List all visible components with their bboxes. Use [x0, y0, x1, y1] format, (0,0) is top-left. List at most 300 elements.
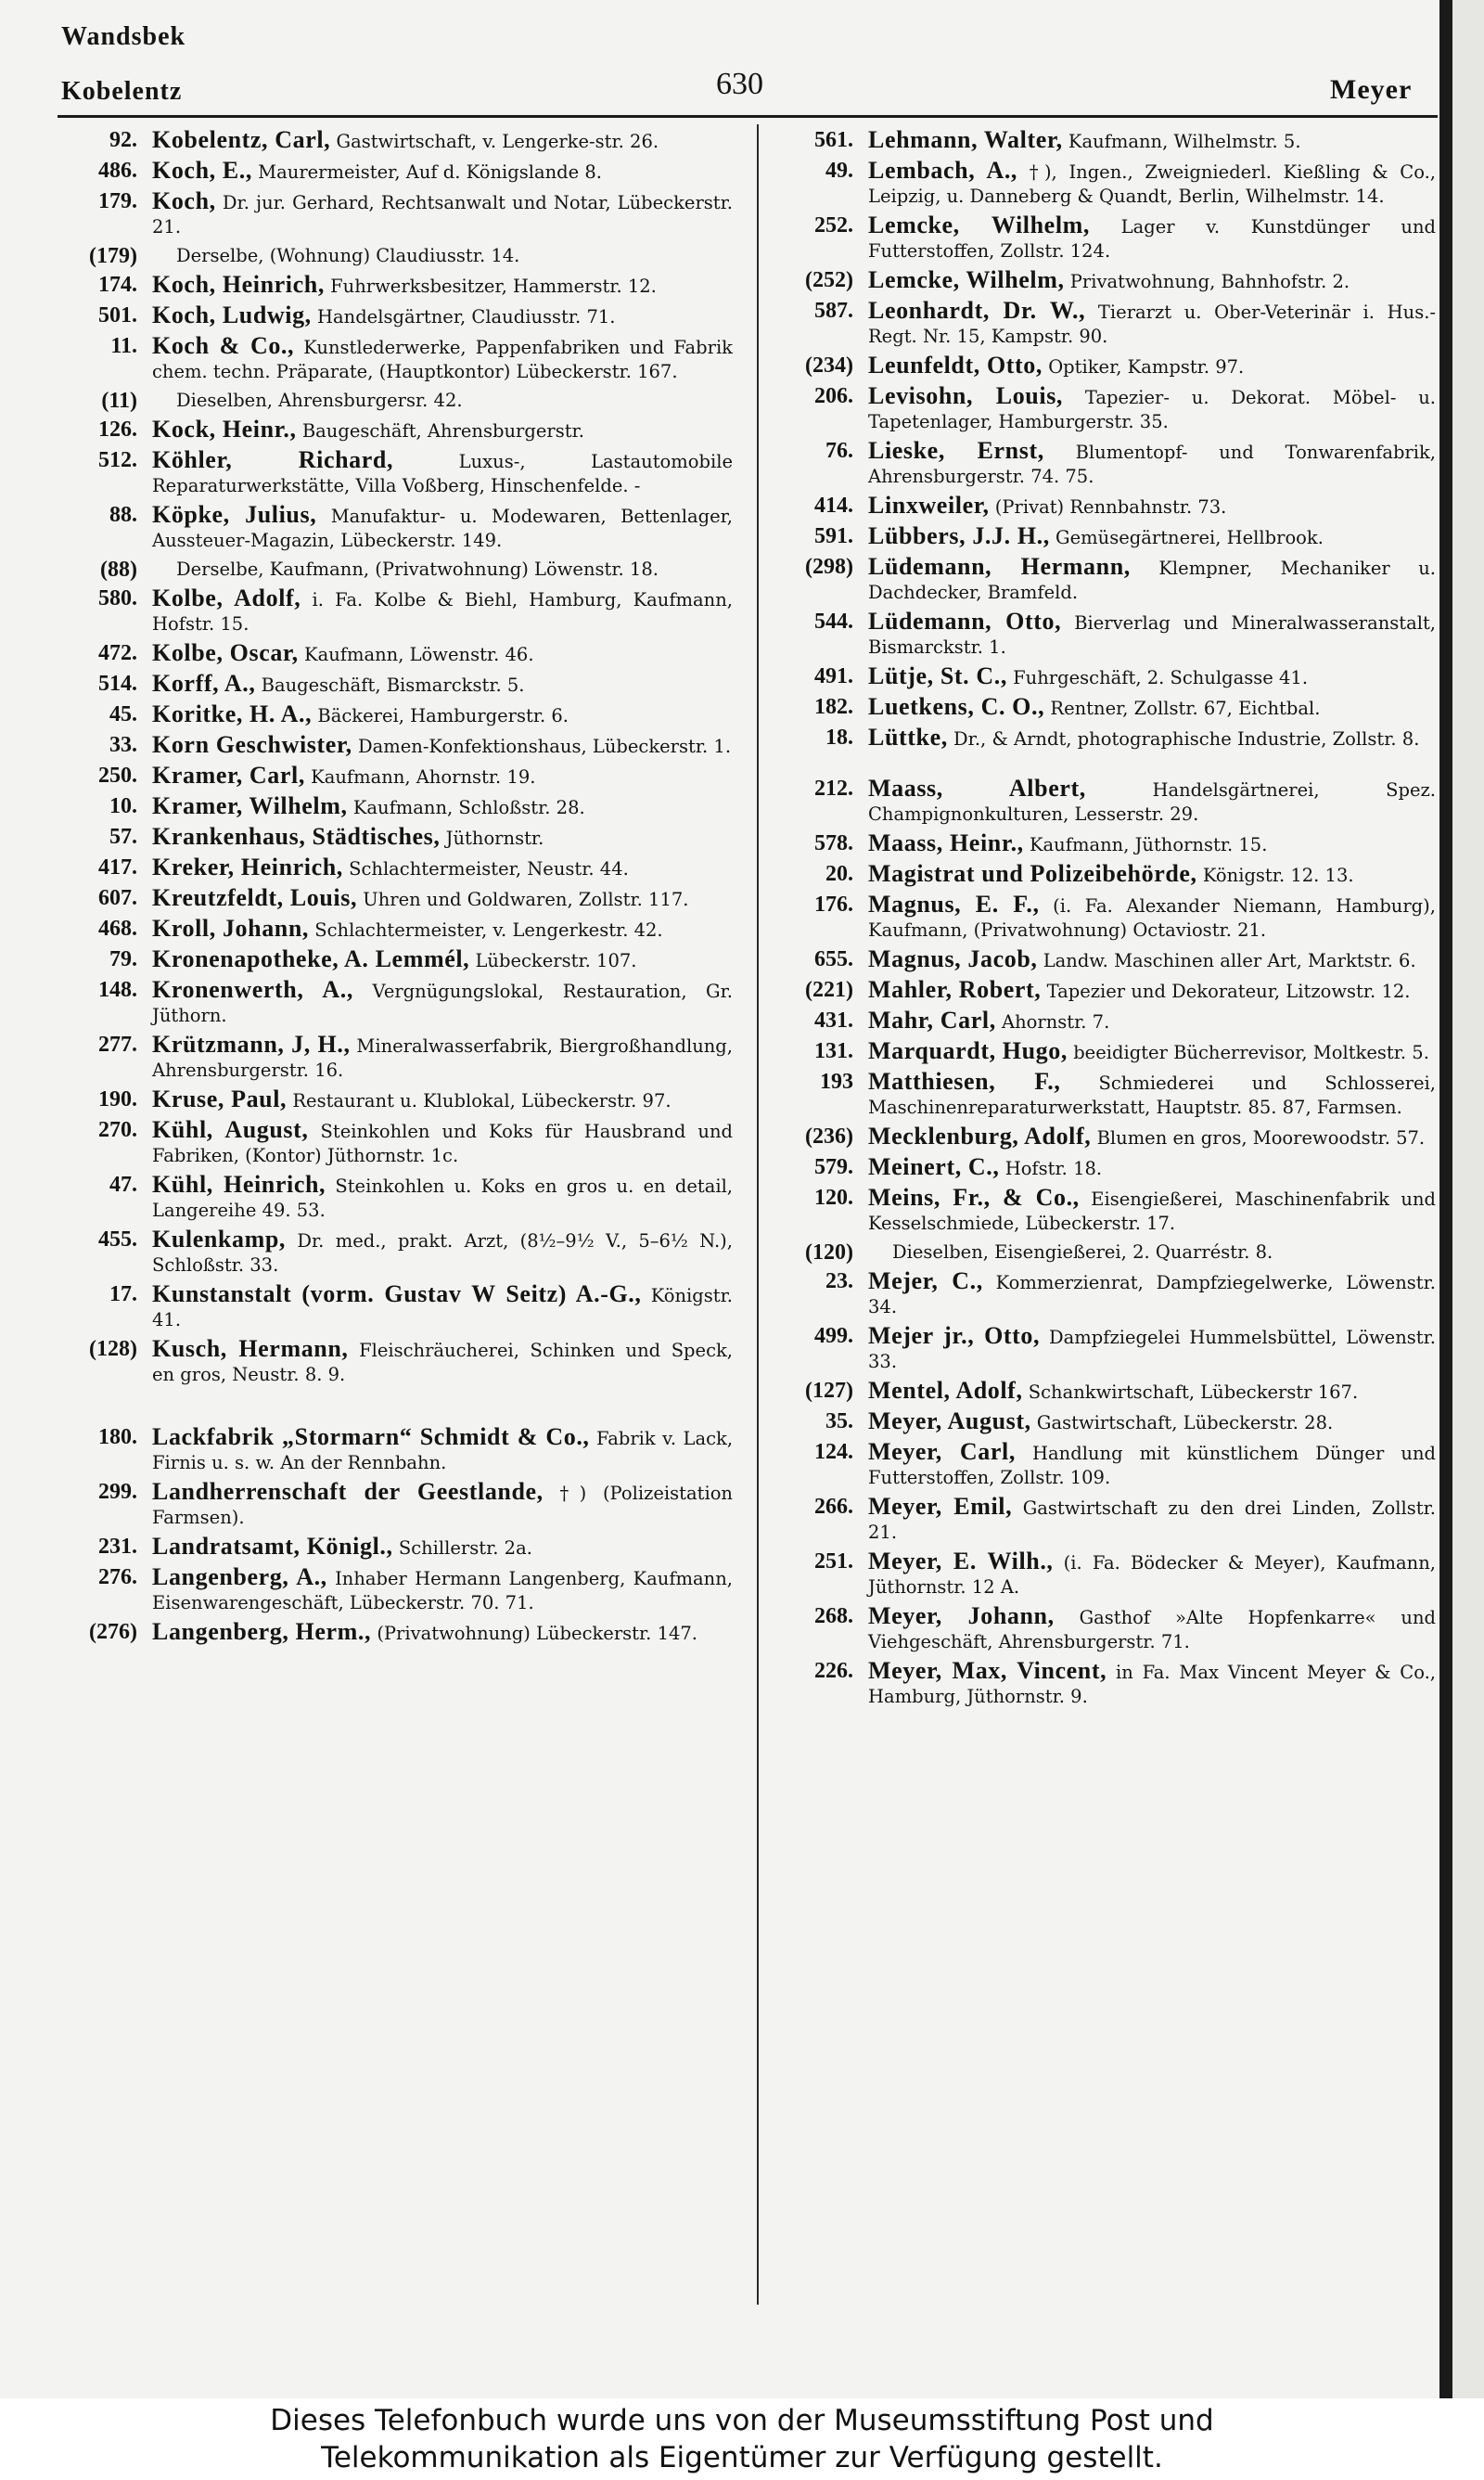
entry-text: (i. Fa. Bödecker & Meyer), Kaufmann, Jüthornstr. 12 A. — [868, 1552, 1436, 1598]
entry-name: Meyer, August, — [868, 1407, 1031, 1434]
directory-entry — [766, 1070, 1436, 1120]
entry-name: Maass, Heinr., — [868, 829, 1024, 856]
entry-text: Blumen en gros, Moorewoodstr. 57. — [1096, 1127, 1426, 1149]
directory-entry — [56, 389, 733, 413]
entry-text: Jüthornstr. — [445, 828, 544, 849]
entry-body — [152, 825, 733, 851]
directory-entry — [56, 1620, 733, 1646]
entry-number: 131. — [814, 1039, 853, 1063]
entry-number: 591. — [814, 524, 853, 548]
footer-line-1: Dieses Telefonbuch wurde uns von der Museumsstiftung Post und — [270, 2404, 1214, 2437]
directory-entry — [56, 825, 733, 851]
entry-body — [152, 1337, 733, 1387]
directory-entry — [56, 978, 733, 1028]
directory-entry — [56, 1173, 733, 1223]
entry-number: 18. — [825, 726, 853, 750]
entry-name: Korff, A., — [152, 670, 256, 697]
entry-body — [868, 439, 1436, 489]
entry-name: Mahr, Carl, — [868, 1007, 996, 1034]
entry-text: Inhaber Hermann Langenberg, Kaufmann, Eisenwarengeschäft, Lübeckerstr. 70. 71. — [152, 1568, 733, 1613]
entry-text: Handelsgärtner, Claudiusstr. 71. — [317, 306, 616, 328]
entry-body — [152, 978, 733, 1028]
directory-entry — [56, 244, 733, 268]
entry-text: Restaurant u. Klublokal, Lübeckerstr. 97. — [292, 1090, 672, 1112]
entry-text: Steinkohlen und Koks für Hausbrand und Fabriken, (Kontor) Jüthornstr. 1c. — [152, 1121, 733, 1166]
footer-line-2: Telekommunikation als Eigentümer zur Verfügung gestellt. — [321, 2441, 1163, 2474]
entry-name: Linxweiler, — [868, 492, 990, 519]
entry-text: Landw. Maschinen aller Art, Marktstr. 6. — [1043, 950, 1416, 971]
entry-number: (88) — [100, 558, 137, 582]
directory-entry — [766, 1324, 1436, 1374]
entry-name: Magnus, E. F., — [868, 891, 1040, 918]
entry-name: Krützmann, J, H., — [152, 1031, 351, 1058]
page-binding-edge — [1439, 0, 1452, 2398]
entry-text: Steinkohlen u. Koks en gros u. en detail, Langereihe 49. 53. — [152, 1176, 733, 1221]
entry-number: (128) — [89, 1337, 137, 1361]
entry-number: 514. — [98, 672, 137, 696]
entry-body — [152, 1535, 733, 1561]
entry-name: Meyer, Emil, — [868, 1493, 1013, 1520]
entry-number: 47. — [109, 1173, 137, 1197]
entry-text: Handlung mit künstlichem Dünger und Futterstoffen, Zollstr. 109. — [868, 1443, 1437, 1488]
directory-entry — [56, 558, 733, 582]
entry-name: Kramer, Carl, — [152, 762, 305, 789]
entry-name: Koritke, H. A., — [152, 700, 313, 727]
entry-name: Meyer, Max, Vincent, — [868, 1657, 1107, 1684]
entry-body — [868, 524, 1436, 550]
entry-text: Vergnügungslokal, Restauration, Gr. Jüthorn. — [152, 981, 733, 1026]
entry-name: Koch, — [152, 187, 216, 214]
directory-entry — [56, 503, 733, 553]
entry-number: 23. — [825, 1269, 853, 1293]
entry-number: (234) — [805, 353, 853, 378]
entry-name: Magnus, Jacob, — [868, 945, 1038, 972]
directory-entry — [766, 159, 1436, 209]
entry-text: Eisengießerei, Maschinenfabrik und Kesselschmiede, Lübeckerstr. 17. — [868, 1189, 1437, 1234]
entry-text: Königstr. 41. — [152, 1285, 733, 1330]
directory-entry — [766, 524, 1436, 550]
entry-name: Lüttke, — [868, 724, 948, 751]
entry-body — [868, 893, 1436, 943]
entry-number: 277. — [98, 1033, 137, 1057]
entry-text: Fuhrwerksbesitzer, Hammerstr. 12. — [330, 276, 657, 297]
entry-text: Rentner, Zollstr. 67, Eichtbal. — [1050, 698, 1321, 719]
entry-body — [868, 1186, 1436, 1236]
directory-entry — [766, 1124, 1436, 1150]
entry-name: Kreker, Heinrich, — [152, 854, 343, 880]
directory-entry — [766, 268, 1436, 294]
directory-entry — [56, 1118, 733, 1168]
directory-entry — [766, 893, 1436, 943]
entry-number: 276. — [98, 1565, 137, 1589]
directory-entry — [56, 1565, 733, 1615]
entry-body — [152, 1565, 733, 1615]
entry-number: 561. — [814, 128, 853, 152]
entry-text: Bäckerei, Hamburgerstr. 6. — [317, 705, 569, 726]
entry-body — [868, 695, 1436, 721]
entry-text: Tapezier- u. Dekorat. Möbel- u. Tapetenlager, Hamburgerstr. 35. — [868, 387, 1437, 432]
entry-name: Kronenwerth, A., — [152, 976, 353, 1003]
entry-text: Schankwirtschaft, Lübeckerstr 167. — [1028, 1381, 1359, 1403]
entry-name: Mentel, Adolf, — [868, 1377, 1023, 1404]
entry-name: Kock, Heinr., — [152, 416, 297, 443]
entry-name: Meyer, Johann, — [868, 1602, 1055, 1629]
entry-name: Kobelentz, Carl, — [152, 126, 331, 153]
entry-number: 88. — [109, 503, 137, 527]
entry-body — [868, 1039, 1436, 1065]
directory-entry — [56, 641, 733, 667]
entry-text: Tierarzt u. Ober-Veterinär i. Hus.-Regt. Nr. 15, Kampstr. 90. — [868, 302, 1436, 347]
entry-body — [152, 189, 733, 239]
entry-text: Maurermeister, Auf d. Königslande 8. — [258, 161, 602, 183]
entry-name: Koch, Ludwig, — [152, 302, 312, 328]
directory-entry — [766, 664, 1436, 690]
entry-text: Mineralwasserfabrik, Biergroßhandlung, Ahrensburgerstr. 16. — [152, 1035, 733, 1081]
directory-entry — [766, 695, 1436, 721]
entry-number: 417. — [98, 855, 137, 880]
directory-entry — [766, 1186, 1436, 1236]
entry-body — [868, 610, 1436, 660]
directory-entry — [56, 586, 733, 636]
entry-text: Blumentopf- und Tonwarenfabrik, Ahrensburgerstr. 74. 75. — [868, 442, 1437, 487]
entry-name: Lemcke, Wilhelm, — [868, 212, 1091, 238]
entry-name: Köpke, Julius, — [152, 501, 317, 528]
entry-body — [868, 726, 1436, 752]
page-number: 630 — [716, 67, 763, 101]
entry-name: Maass, Albert, — [868, 775, 1086, 802]
entry-text: Gemüsegärtnerei, Hellbrook. — [1055, 527, 1324, 548]
entry-name: Kramer, Wilhelm, — [152, 792, 348, 819]
entry-text: Dr. med., prakt. Arzt, (8½–9½ V., 5–6½ N.), Schloßstr. 33. — [152, 1230, 733, 1276]
entry-text: i. Fa. Kolbe & Biehl, Hamburg, Kaufmann, Hofstr. 15. — [152, 589, 733, 635]
entry-name: Meyer, Carl, — [868, 1438, 1016, 1465]
entry-body — [868, 664, 1436, 690]
entry-text: Kaufmann, Löwenstr. 46. — [304, 644, 534, 665]
directory-entry — [766, 1155, 1436, 1181]
entry-text: Privatwohnung, Bahnhofstr. 2. — [1069, 271, 1350, 292]
directory-entry — [56, 733, 733, 759]
entry-text: Hofstr. 18. — [1004, 1158, 1103, 1179]
entry-number: 499. — [814, 1324, 853, 1348]
entry-number: 120. — [814, 1186, 853, 1210]
entry-text: Dieselben, Eisengießerei, 2. Quarréstr. 8. — [892, 1241, 1273, 1263]
directory-entry — [56, 189, 733, 239]
directory-entry — [766, 299, 1436, 349]
directory-entry — [766, 1604, 1436, 1654]
directory-entry — [56, 1337, 733, 1387]
header-left-catchword: Kobelentz — [61, 77, 183, 106]
entry-text: beeidigter Bücherrevisor, Moltkestr. 5. — [1073, 1042, 1429, 1063]
header-right-catchword: Meyer — [1330, 74, 1413, 105]
entry-text: (Privat) Rennbahnstr. 73. — [994, 496, 1227, 518]
entry-text: †) (Polizeistation Farmsen). — [152, 1483, 733, 1528]
entry-body — [152, 947, 733, 973]
entry-name: Kusch, Hermann, — [152, 1335, 349, 1362]
entry-body — [152, 1087, 733, 1113]
entry-text: Dr., & Arndt, photographische Industrie, Zollstr. 8. — [953, 728, 1420, 750]
header-rule — [58, 115, 1438, 118]
entry-text: Kaufmann, Jüthornstr. 15. — [1029, 834, 1268, 855]
directory-entry — [766, 777, 1436, 827]
entry-body — [152, 418, 733, 443]
entry-number: 580. — [98, 586, 137, 610]
entry-body — [152, 1173, 733, 1223]
entry-name: Mahler, Robert, — [868, 976, 1042, 1003]
entry-name: Kühl, August, — [152, 1116, 309, 1143]
entry-name: Koch & Co., — [152, 332, 295, 359]
entry-number: 455. — [98, 1227, 137, 1252]
entry-body — [152, 764, 733, 790]
entry-name: Langenberg, A., — [152, 1563, 327, 1590]
directory-entry — [56, 1033, 733, 1083]
entry-name: Mejer jr., Otto, — [868, 1322, 1041, 1349]
entry-text: Schlachtermeister, v. Lengerkestr. 42. — [314, 919, 663, 941]
entry-name: Leonhardt, Dr. W., — [868, 297, 1086, 324]
entry-body — [152, 334, 733, 384]
entry-text: Derselbe, Kaufmann, (Privatwohnung) Löwenstr. 18. — [176, 559, 659, 580]
entry-body — [152, 448, 733, 498]
entry-number: 268. — [814, 1604, 853, 1628]
entry-body — [152, 159, 733, 185]
entry-number: 206. — [814, 384, 853, 408]
entry-name: Lübbers, J.J. H., — [868, 522, 1050, 549]
entry-body — [868, 213, 1436, 263]
entry-number: 20. — [825, 862, 853, 886]
entry-number: (120) — [805, 1240, 853, 1265]
entry-body — [152, 244, 733, 268]
entry-number: 252. — [814, 213, 853, 238]
directory-entry — [766, 1409, 1436, 1435]
entry-text: Gastwirtschaft zu den drei Linden, Zollstr. 21. — [868, 1497, 1436, 1543]
entry-number: (276) — [89, 1620, 137, 1644]
entry-name: Langenberg, Herm., — [152, 1618, 372, 1645]
directory-entry — [56, 448, 733, 498]
entry-text: Kommerzienrat, Dampfziegelwerke, Löwenstr. 34. — [868, 1272, 1436, 1317]
entry-body — [868, 1269, 1436, 1319]
directory-entry — [56, 947, 733, 973]
directory-entry — [766, 494, 1436, 520]
entry-text: Kaufmann, Schloßstr. 28. — [352, 797, 585, 818]
entry-text: Baugeschäft, Ahrensburgerstr. — [301, 420, 584, 442]
entry-number: (236) — [805, 1124, 853, 1149]
entry-body — [152, 1480, 733, 1530]
entry-body — [868, 831, 1436, 857]
entry-body — [152, 1118, 733, 1168]
directory-entry — [766, 1495, 1436, 1545]
entry-name: Kunstanstalt (vorm. Gustav W Seitz) A.-G., — [152, 1280, 642, 1307]
entry-name: Korn Geschwister, — [152, 731, 352, 758]
entry-body — [152, 733, 733, 759]
directory-entry — [766, 1379, 1436, 1405]
directory-entry — [56, 672, 733, 698]
entry-name: Landherrenschaft der Geestlande, — [152, 1478, 544, 1505]
entry-number: 250. — [98, 764, 137, 788]
entry-name: Kreutzfeldt, Louis, — [152, 884, 358, 911]
entry-name: Lemcke, Wilhelm, — [868, 266, 1065, 293]
entry-number: 49. — [825, 159, 853, 183]
entry-text: Kaufmann, Wilhelmstr. 5. — [1068, 131, 1301, 152]
entry-number: 579. — [814, 1155, 853, 1179]
entry-body — [152, 917, 733, 943]
entry-body — [868, 1409, 1436, 1435]
directory-entry — [56, 917, 733, 943]
entry-name: Koch, E., — [152, 157, 252, 184]
entry-number: 182. — [814, 695, 853, 719]
entry-number: 179. — [98, 189, 137, 213]
left-column — [56, 128, 733, 1646]
entry-text: Kaufmann, Ahornstr. 19. — [311, 766, 536, 788]
entry-name: Mecklenburg, Adolf, — [868, 1123, 1092, 1150]
entry-number: 124. — [814, 1440, 853, 1464]
entry-text: (i. Fa. Alexander Niemann, Hamburg), Kaufmann, (Privatwohnung) Octaviostr. 21. — [868, 895, 1436, 941]
entry-name: Lackfabrik „Stormarn“ Schmidt & Co., — [152, 1423, 590, 1450]
entry-number: 472. — [98, 641, 137, 665]
entry-text: Dampfziegelei Hummelsbüttel, Löwenstr. 33. — [868, 1327, 1436, 1372]
entry-body — [868, 384, 1436, 434]
entry-name: Magistrat und Polizeibehörde, — [868, 860, 1197, 887]
footer-note — [0, 2398, 1484, 2480]
entry-number: 468. — [98, 917, 137, 941]
entry-name: Leunfeldt, Otto, — [868, 352, 1043, 379]
column-divider — [757, 124, 759, 2305]
directory-entry — [56, 273, 733, 299]
directory-entry — [766, 862, 1436, 888]
entry-name: Lembach, A., — [868, 157, 1018, 184]
entry-body — [152, 1033, 733, 1083]
entry-body — [152, 794, 733, 820]
directory-entry — [56, 794, 733, 820]
entry-number: 414. — [814, 494, 853, 518]
entry-body — [152, 886, 733, 912]
entry-name: Lüdemann, Hermann, — [868, 553, 1131, 580]
entry-number: 57. — [109, 825, 137, 849]
entry-name: Meyer, E. Wilh., — [868, 1548, 1054, 1574]
directory-entry — [766, 353, 1436, 379]
entry-number: 212. — [814, 777, 853, 801]
entry-number: 10. — [109, 794, 137, 818]
entry-body — [868, 1379, 1436, 1405]
directory-entry — [766, 1659, 1436, 1709]
entry-body — [868, 268, 1436, 294]
entry-number: 501. — [98, 303, 137, 328]
entry-number: (11) — [101, 389, 137, 413]
entry-body — [868, 1155, 1436, 1181]
entry-body — [868, 353, 1436, 379]
directory-entry — [766, 1240, 1436, 1265]
entry-body — [152, 702, 733, 728]
entry-text: Manufaktur- u. Modewaren, Bettenlager, Aussteuer-Magazin, Lübeckerstr. 149. — [152, 506, 733, 551]
entry-number: 11. — [110, 334, 137, 358]
entry-text: Ahornstr. 7. — [1002, 1011, 1110, 1033]
entry-body — [868, 777, 1436, 827]
directory-entry — [766, 1440, 1436, 1490]
entry-number: 92. — [109, 128, 137, 152]
directory-entry — [766, 1009, 1436, 1034]
entry-text: Damen-Konfektionshaus, Lübeckerstr. 1. — [357, 736, 732, 757]
entry-text: Bierverlag und Mineralwasseranstalt, Bismarckstr. 1. — [868, 612, 1436, 658]
entry-text: Gastwirtschaft, Lübeckerstr. 28. — [1036, 1412, 1334, 1433]
entry-number: 174. — [98, 273, 137, 297]
entry-text: Klempner, Mechaniker u. Dachdecker, Bramfeld. — [868, 558, 1436, 603]
entry-body — [868, 1324, 1436, 1374]
entry-number: 491. — [814, 664, 853, 688]
entry-number: (127) — [805, 1379, 853, 1403]
entry-body — [152, 273, 733, 299]
entry-number: 148. — [98, 978, 137, 1002]
entry-name: Lehmann, Walter, — [868, 126, 1063, 153]
entry-text: †), Ingen., Zweigniederl. Kießling & Co., Leipzig, u. Danneberg & Quandt, Berlin, Wilhelmstr. 14. — [868, 161, 1436, 207]
entry-body — [868, 1240, 1436, 1265]
entry-body — [868, 299, 1436, 349]
directory-entry — [766, 213, 1436, 263]
entry-body — [152, 558, 733, 582]
entry-number: 266. — [814, 1495, 853, 1519]
entry-number: 176. — [814, 893, 853, 917]
entry-text: Schlachtermeister, Neustr. 44. — [349, 858, 629, 880]
entry-number: 33. — [109, 733, 137, 757]
entry-number: 299. — [98, 1480, 137, 1504]
entry-name: Meins, Fr., & Co., — [868, 1184, 1080, 1211]
entry-text: Fleischräucherei, Schinken und Speck, en gros, Neustr. 8. 9. — [152, 1340, 734, 1385]
entry-name: Lieske, Ernst, — [868, 437, 1044, 464]
directory-entry — [56, 303, 733, 329]
entry-body — [152, 1282, 733, 1332]
entry-body — [868, 1495, 1436, 1545]
entry-body — [868, 947, 1436, 973]
directory-entry — [766, 610, 1436, 660]
entry-body — [152, 1425, 733, 1475]
entry-name: Mejer, C., — [868, 1267, 983, 1294]
entry-body — [868, 1604, 1436, 1654]
entry-name: Matthiesen, F., — [868, 1068, 1061, 1095]
entry-name: Kühl, Heinrich, — [152, 1171, 326, 1198]
entry-text: Schillerstr. 2a. — [398, 1537, 532, 1559]
entry-body — [868, 494, 1436, 520]
entry-name: Lütje, St. C., — [868, 662, 1007, 689]
entry-body — [152, 855, 733, 881]
directory-entry — [56, 1480, 733, 1530]
entry-number: (252) — [805, 268, 853, 292]
entry-body — [868, 1440, 1436, 1490]
entry-body — [868, 159, 1436, 209]
directory-entry — [56, 886, 733, 912]
entry-text: Derselbe, (Wohnung) Claudiusstr. 14. — [176, 245, 520, 266]
entry-body — [152, 1620, 733, 1646]
entry-body — [152, 641, 733, 667]
directory-entry — [56, 418, 733, 443]
entry-body — [868, 978, 1436, 1004]
entry-number: 193 — [820, 1070, 853, 1094]
entry-body — [868, 128, 1436, 154]
entry-number: 655. — [814, 947, 853, 971]
entry-body — [868, 1124, 1436, 1150]
entry-number: 226. — [814, 1659, 853, 1683]
entry-name: Luetkens, C. O., — [868, 693, 1045, 720]
entry-name: Koch, Heinrich, — [152, 271, 325, 298]
entry-body — [152, 128, 733, 154]
entry-name: Kolbe, Oscar, — [152, 639, 299, 666]
entry-name: Lüdemann, Otto, — [868, 608, 1062, 635]
entry-name: Kolbe, Adolf, — [152, 585, 301, 611]
directory-entry — [766, 947, 1436, 973]
directory-entry — [56, 159, 733, 185]
entry-number: 251. — [814, 1549, 853, 1574]
directory-entry — [56, 764, 733, 790]
entry-number: (298) — [805, 555, 853, 579]
entry-name: Kronenapotheke, A. Lemmél, — [152, 945, 470, 972]
entry-name: Köhler, Richard, — [152, 446, 394, 473]
entry-text: Tapezier und Dekorateur, Litzowstr. 12. — [1046, 981, 1411, 1002]
